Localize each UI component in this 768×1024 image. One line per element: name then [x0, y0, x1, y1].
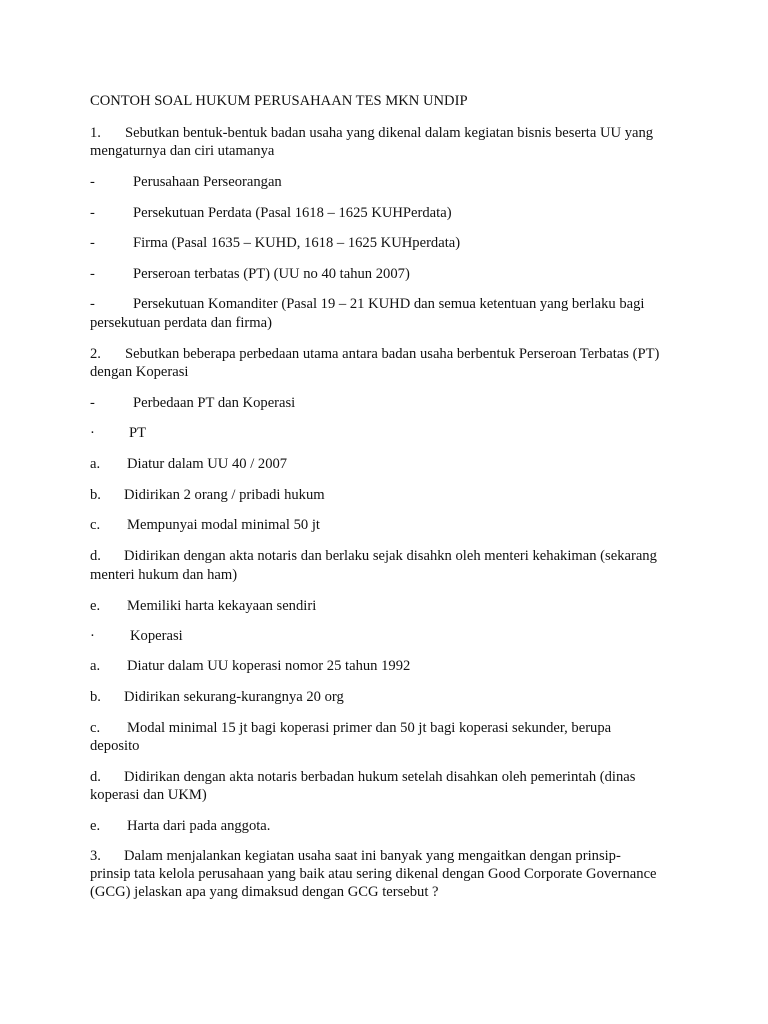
- list-item-text-cont: persekutuan perdata dan firma): [90, 315, 272, 331]
- list-marker: c.: [90, 517, 101, 533]
- list-marker: -: [90, 174, 95, 190]
- document-title: CONTOH SOAL HUKUM PERUSAHAAN TES MKN UNDIP: [90, 93, 468, 109]
- question-text-cont: prinsip tata kelola perusahaan yang baik atau sering dikenal dengan Good Corporate Governance: [90, 866, 657, 882]
- list-item-text-cont: menteri hukum dan ham): [90, 567, 238, 583]
- list-item-text: Persekutuan Komanditer (Pasal 19 – 21 KUHD dan semua ketentuan yang berlaku bagi: [133, 296, 645, 312]
- list-marker: b.: [90, 487, 101, 503]
- list-marker: a.: [90, 658, 101, 674]
- list-item-text: Firma (Pasal 1635 – KUHD, 1618 – 1625 KUHperdata): [133, 235, 461, 251]
- question-number: 2.: [90, 346, 101, 362]
- question-text: Dalam menjalankan kegiatan usaha saat ini banyak yang mengaitkan dengan prinsip-: [124, 848, 621, 864]
- bullet-marker: ·: [90, 628, 95, 644]
- list-marker: e.: [90, 598, 101, 614]
- question-text-cont: (GCG) jelaskan apa yang dimaksud dengan GCG tersebut ?: [90, 884, 439, 900]
- list-item-text-cont: koperasi dan UKM): [90, 787, 207, 803]
- question-text: Sebutkan bentuk-bentuk badan usaha yang dikenal dalam kegiatan bisnis beserta UU yang: [125, 125, 654, 141]
- list-marker: a.: [90, 456, 101, 472]
- list-marker: -: [90, 296, 95, 312]
- list-marker: c.: [90, 720, 101, 736]
- bullet-marker: ·: [90, 425, 95, 441]
- list-marker: -: [90, 235, 95, 251]
- list-item-text-cont: deposito: [90, 738, 140, 754]
- list-item-text: Diatur dalam UU 40 / 2007: [127, 456, 288, 472]
- list-item-text: Didirikan sekurang-kurangnya 20 org: [124, 689, 344, 705]
- list-marker: d.: [90, 769, 101, 785]
- list-item-text: Didirikan dengan akta notaris dan berlaku sejak disahkn oleh menteri kehakiman (sekarang: [124, 548, 657, 564]
- list-item-text: Perusahaan Perseorangan: [133, 174, 282, 190]
- list-marker: b.: [90, 689, 101, 705]
- question-text: Sebutkan beberapa perbedaan utama antara badan usaha berbentuk Perseroan Terbatas (PT): [125, 346, 660, 362]
- section-heading: PT: [129, 425, 147, 441]
- list-marker: -: [90, 266, 95, 282]
- list-marker: e.: [90, 818, 101, 834]
- question-text-cont: dengan Koperasi: [90, 364, 189, 380]
- list-item-text: Didirikan 2 orang / pribadi hukum: [124, 487, 325, 503]
- question-number: 3.: [90, 848, 101, 864]
- question-number: 1.: [90, 125, 101, 141]
- list-item-text: Didirikan dengan akta notaris berbadan hukum setelah disahkan oleh pemerintah (dinas: [124, 769, 636, 785]
- list-item-text: Perbedaan PT dan Koperasi: [133, 395, 296, 411]
- list-item-text: Modal minimal 15 jt bagi koperasi primer dan 50 jt bagi koperasi sekunder, berupa: [127, 720, 612, 736]
- list-item-text: Memiliki harta kekayaan sendiri: [127, 598, 317, 614]
- list-marker: -: [90, 205, 95, 221]
- list-item-text: Mempunyai modal minimal 50 jt: [127, 517, 320, 533]
- list-marker: -: [90, 395, 95, 411]
- list-marker: d.: [90, 548, 101, 564]
- section-heading: Koperasi: [130, 628, 183, 644]
- list-item-text: Harta dari pada anggota.: [127, 818, 271, 834]
- list-item-text: Persekutuan Perdata (Pasal 1618 – 1625 KUHPerdata): [133, 205, 452, 221]
- list-item-text: Perseroan terbatas (PT) (UU no 40 tahun 2007): [133, 266, 410, 282]
- question-text-cont: mengaturnya dan ciri utamanya: [90, 143, 275, 159]
- list-item-text: Diatur dalam UU koperasi nomor 25 tahun 1992: [127, 658, 411, 674]
